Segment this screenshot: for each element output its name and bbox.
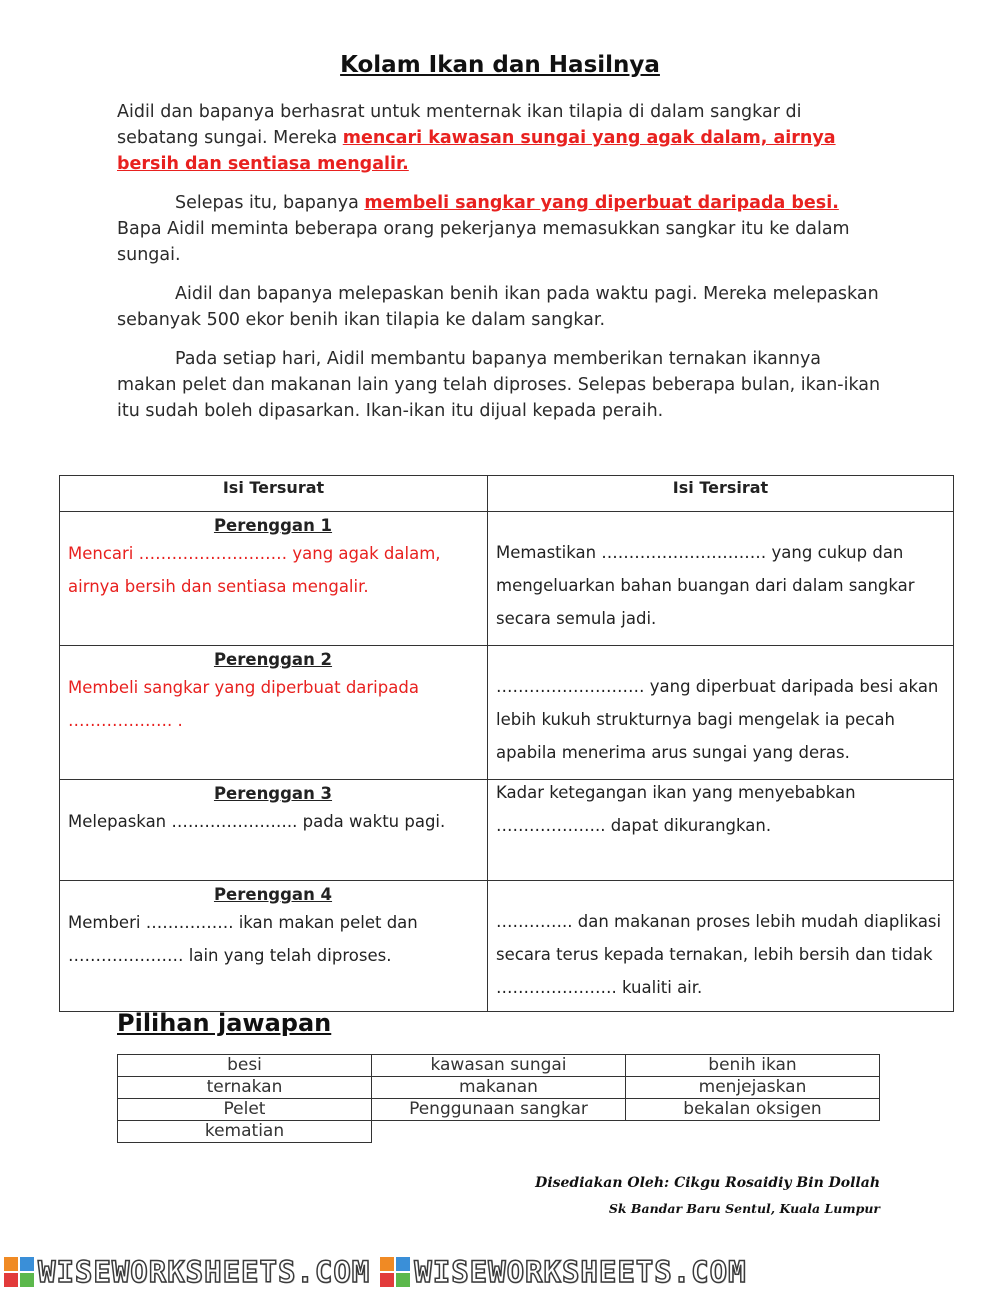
story-p1-text: Aidil dan bapanya berhasrat untuk menternak ikan tilapia di dalam sangkar di sebatang sungai. Mereka — [117, 102, 802, 148]
empty-cell — [626, 1121, 880, 1143]
story-p2-text-a: Selepas itu, bapanya — [175, 193, 365, 213]
tersurat-cell — [60, 780, 488, 881]
answer-options-table — [117, 1054, 880, 1143]
answer-options-title: Pilihan jawapan — [117, 1009, 332, 1037]
credit-author: Disediakan Oleh: Cikgu Rosaidiy Bin Dollah — [535, 1175, 880, 1191]
header-tersurat: Isi Tersurat — [60, 476, 488, 512]
highlight-p1: mencari kawasan sungai yang agak dalam, airnya bersih dan sentiasa mengalir. — [117, 128, 836, 174]
story-p2-text-b: Bapa Aidil meminta beberapa orang pekerjanya memasukkan sangkar itu ke dalam sungai. — [117, 219, 850, 265]
option-cell: benih ikan — [626, 1055, 880, 1077]
credit-school: Sk Bandar Baru Sentul, Kuala Lumpur — [608, 1201, 880, 1216]
table-row — [60, 512, 954, 646]
options-row — [118, 1077, 880, 1099]
brand-logo-icon — [4, 1257, 34, 1287]
brand-block — [376, 1255, 746, 1289]
option-cell: Pelet — [118, 1099, 372, 1121]
tersirat-cell — [488, 780, 954, 881]
story-paragraph-3: Aidil dan bapanya melepaskan benih ikan pada waktu pagi. Mereka melepaskan sebanyak 500 ekor benih ikan tilapia ke dalam sangkar. — [117, 284, 879, 330]
tersurat-text: Membeli sangkar yang diperbuat daripada ………………. . — [68, 678, 419, 730]
option-cell: Penggunaan sangkar — [372, 1099, 626, 1121]
table-row — [60, 646, 954, 780]
options-row — [118, 1121, 880, 1143]
option-cell: ternakan — [118, 1077, 372, 1099]
tersirat-text: ……………………… yang diperbuat daripada besi akan lebih kukuh strukturnya bagi mengelak ia pecah apabila menerima arus sungai yang deras. — [496, 677, 939, 762]
brand-text: WISEWORKSHEETS.COM — [38, 1255, 371, 1289]
story-paragraph-2 — [117, 190, 882, 268]
option-cell: kematian — [118, 1121, 372, 1143]
tersirat-cell — [488, 512, 954, 646]
header-tersirat: Isi Tersirat — [488, 476, 954, 512]
tersirat-cell — [488, 646, 954, 780]
brand-text: WISEWORKSHEETS.COM — [414, 1255, 747, 1289]
option-cell: makanan — [372, 1077, 626, 1099]
table-header-row — [60, 476, 954, 512]
story-paragraph-4: Pada setiap hari, Aidil membantu bapanya memberikan ternakan ikannya makan pelet dan makanan lain yang telah diproses. Selepas beberapa bulan, ikan-ikan itu sudah boleh dipasarkan. Ikan-ikan itu dijual kepada peraih. — [117, 349, 881, 421]
table-row — [60, 780, 954, 881]
option-cell: menjejaskan — [626, 1077, 880, 1099]
tersirat-text: ………….. dan makanan proses lebih mudah diaplikasi secara terus kepada ternakan, lebih bersih dan tidak …………………. kualiti air. — [496, 912, 942, 997]
worksheet-title: Kolam Ikan dan Hasilnya — [340, 52, 660, 78]
options-row — [118, 1055, 880, 1077]
footer-banner — [0, 1253, 1000, 1291]
tersirat-text: Memastikan ………………………… yang cukup dan mengeluarkan bahan buangan dari dalam sangkar secara semula jadi. — [496, 543, 915, 628]
option-cell: besi — [118, 1055, 372, 1077]
tersurat-cell — [60, 512, 488, 646]
tersirat-text: Kadar ketegangan ikan yang menyebabkan ……………….. dapat dikurangkan. — [496, 783, 856, 835]
paragraph-heading: Perenggan 4 — [213, 885, 333, 904]
paragraph-heading: Perenggan 1 — [213, 516, 333, 535]
tersurat-text: Mencari ……………………… yang agak dalam, airnya bersih dan sentiasa mengalir. — [68, 544, 441, 596]
tersurat-cell — [60, 646, 488, 780]
story-paragraph-1 — [117, 99, 882, 177]
paragraph-heading: Perenggan 2 — [213, 650, 333, 669]
brand-logo-icon — [380, 1257, 410, 1287]
empty-cell — [372, 1121, 626, 1143]
highlight-p2: membeli sangkar yang diperbuat daripada besi. — [364, 193, 839, 213]
tersurat-text: Memberi ……………. ikan makan pelet dan ………………… lain yang telah diproses. — [68, 913, 418, 965]
option-cell: bekalan oksigen — [626, 1099, 880, 1121]
paragraph-heading: Perenggan 3 — [213, 784, 333, 803]
brand-block — [0, 1255, 370, 1289]
story-text — [117, 99, 882, 437]
option-cell: kawasan sungai — [372, 1055, 626, 1077]
table-row — [60, 881, 954, 1012]
tersurat-text: Melepaskan ………………….. pada waktu pagi. — [68, 812, 446, 831]
tersirat-cell — [488, 881, 954, 1012]
analysis-table — [59, 475, 954, 1012]
options-row — [118, 1099, 880, 1121]
tersurat-cell — [60, 881, 488, 1012]
